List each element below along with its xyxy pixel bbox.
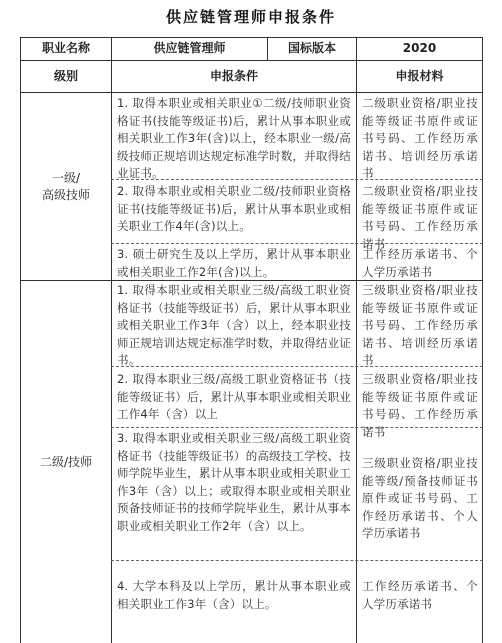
material-text: 三级职业资格/职业技能等级证书原件或证书号码、工作经历承诺书 [362,372,478,439]
version-year: 2020 [402,41,437,55]
version-label: 国标版本 [287,41,336,55]
condition-text: 1. 取得本职业或相关职业①二级/技师职业资格证书(技能等级证书)后，累计从事本职业或相关职业工作3年(含)以上，经本职业一级/高级技师正规培训达规定标准学时数，并取得结业证书。 [117,96,351,181]
page-title: 供应链管理师申报条件 [165,8,336,26]
table-rule [111,37,112,643]
column-header-materials: 申报材料 [395,69,444,83]
condition-text: 2. 取得本职业三级/高级工职业资格证书（技能等级证书）后，累计从事本职业或相关职业工作4年（含）以上 [117,372,351,422]
material-text: 工作经历承诺书、个人学历承诺书 [362,247,478,279]
material-text: 三级职业资格/职业技能等级证书原件或证书号码、工作经历承诺书、培训经历承诺书 [362,283,478,368]
material-text: 三级职业资格/职业技能等级/预备技师证书原件或证书号码、工作经历承诺书、个人学历承诺书 [362,456,478,541]
level-cell: 一级/ 高级技师 [41,170,90,202]
row-separator [111,560,483,561]
material-text: 二级职业资格/职业技能等级证书原件或证书号码、工作经历承诺书、培训经历承诺书 [362,96,478,181]
level-cell: 二级/技师 [39,454,93,469]
condition-text: 4. 大学本科及以上学历，累计从事本职业或相关职业工作3年（含）以上。 [117,579,351,611]
condition-text: 3. 取得本职业或相关职业三级/高级工职业资格证书（技能等级证书）的高级技工学校、技师学院毕业生，累计从事本职业或相关职业工作3年（含）以上；或取得本职业或相关职业预备技师证书的技师学院毕业生，累计从事本职业或相关职业工作2年（含）以上。 [117,431,351,533]
condition-text: 3. 硕士研究生及以上学历，累计从事本职业或相关职业工作2年(含)以上。 [117,247,351,279]
column-header-level: 级别 [53,69,78,83]
material-text: 工作经历承诺书、个人学历承诺书 [362,579,478,611]
table-rule [356,60,357,643]
material-text: 二级职业资格/职业技能等级证书原件或证书号码、工作经历承诺书 [362,184,478,251]
column-header-conditions: 申报条件 [209,69,258,83]
condition-text: 1. 取得本职业或相关职业三级/高级工职业资格证书（技能等级证书）后，累计从事本职业或相关职业工作3年（含）以上，经本职业技师正规培训达规定标准学时数，并取得结业证书。 [117,283,351,368]
occupation-name: 供应链管理师 [153,41,226,55]
occupation-label: 职业名称 [41,41,90,55]
condition-text: 2. 取得本职业或相关职业二级/技师职业资格证书(技能等级证书)后，累计从事本职业或相关职业工作4年(含)以上。 [117,184,351,234]
